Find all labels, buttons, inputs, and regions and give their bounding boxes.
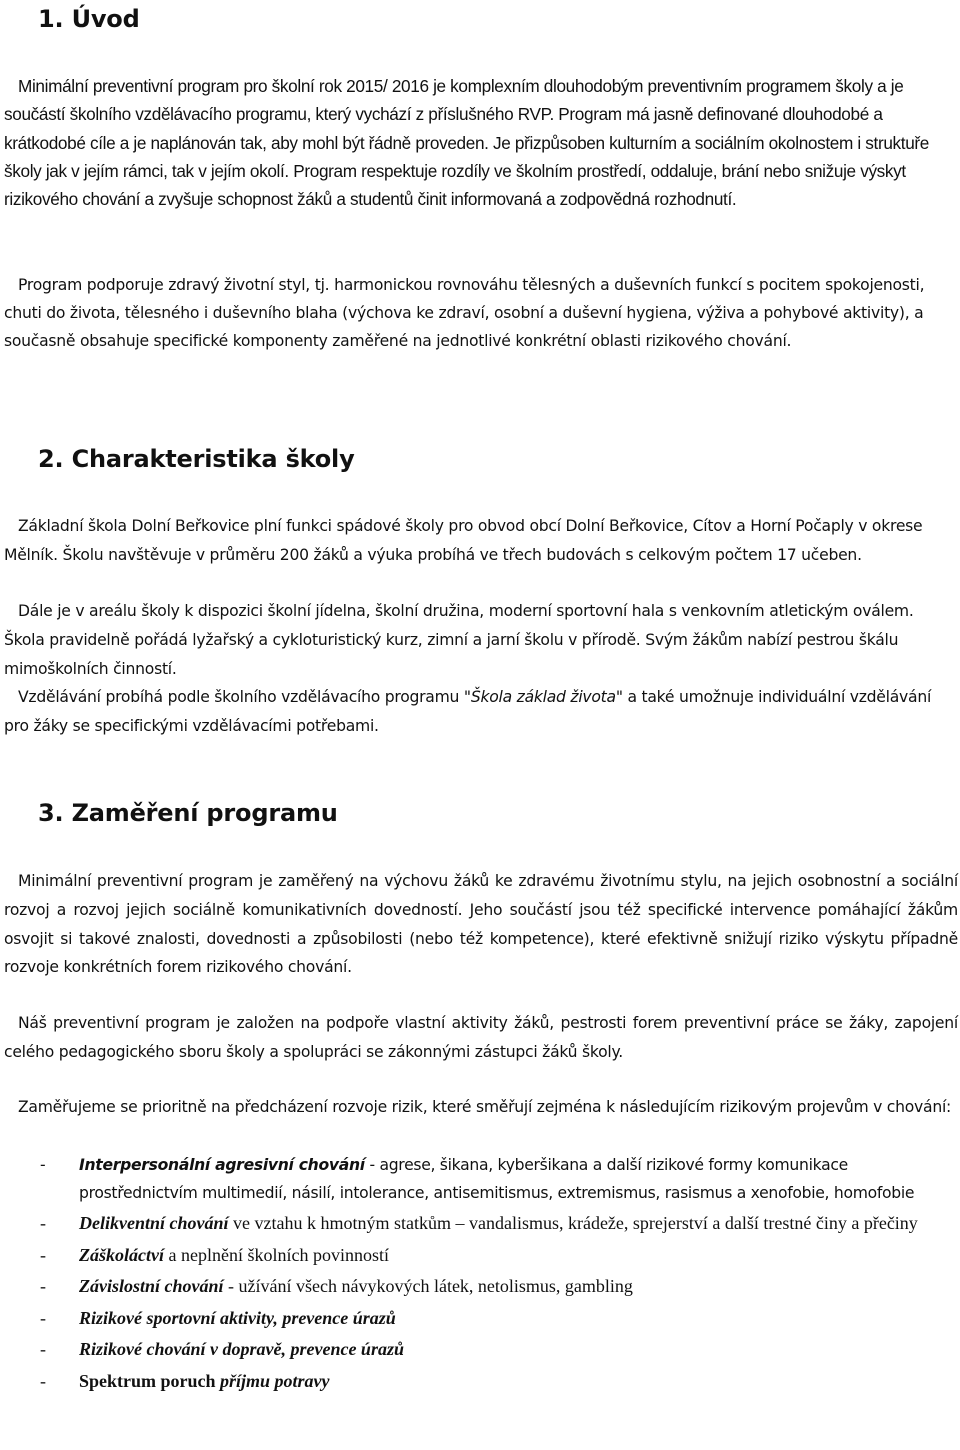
list-item-term: Delikventní chování — [79, 1213, 229, 1233]
list-item-text: - užívání všech návykových látek, netolismus, gambling — [223, 1276, 633, 1296]
list-item-term: Rizikové sportovní aktivity, prevence úrazů — [79, 1307, 396, 1328]
list-item: - Spektrum poruch příjmu potravy — [40, 1370, 330, 1391]
school-program-name: "Škola základ života" — [463, 688, 623, 706]
section-2-title: 2. Charakteristika školy — [38, 445, 355, 473]
section-3-paragraph-1 — [4, 867, 958, 982]
list-item-text: ve vztahu k hmotným statkům – vandalismus, krádeže, sprejerství a další trestné činy a přečiny — [228, 1213, 918, 1233]
list-item-term: Závislostní chování — [79, 1276, 224, 1296]
list-item-text: - agrese, šikana, kyberšikana a další rizikové formy komunikace prostřednictvím multimedií, násilí, intolerance, antisemitismus, extremismus, rasismus a xenofobie, homofobie — [79, 1156, 915, 1202]
list-item-term-italic: příjmu potravy — [220, 1370, 330, 1391]
section-3-paragraph-2 — [4, 1009, 958, 1067]
list-item: - Delikventní chování ve vztahu k hmotným statkům – vandalismus, krádeže, sprejerství a další trestné činy a přečiny — [40, 1213, 918, 1233]
section-2-paragraph-1 — [4, 512, 958, 570]
section-3-paragraph-3-text: Zaměřujeme se prioritně na předcházení rozvoje rizik, které směřují zejména k následujícím rizikovým projevům v chování: — [18, 1098, 952, 1116]
list-item: - Rizikové sportovní aktivity, prevence úrazů — [40, 1307, 396, 1328]
list-item-term: Záškoláctví — [79, 1244, 164, 1265]
list-item: - Interpersonální agresivní chování - agrese, šikana, kyberšikana a další rizikové formy komunikace prostřednictvím multimedií, násilí, intolerance, antisemitismus, extremismus, rasismus a xenofobie, homofobie — [40, 1156, 915, 1202]
list-item: - Záškoláctví a neplnění školních povinností — [40, 1244, 389, 1265]
section-2-paragraph-3 — [4, 683, 958, 741]
list-item-term: Spektrum poruch — [79, 1370, 221, 1391]
section-3-paragraph-2-text: Náš preventivní program je založen na podpoře vlastní aktivity žáků, pestrosti forem preventivní práce se žáky, zapojení celého pedagogického sboru školy a spolupráci se zákonnými zástupci žáků školy. — [4, 1014, 958, 1061]
section-1-paragraph-1-text: Minimální preventivní program pro školní rok 2015/ 2016 je komplexním dlouhodobým preventivním programem školy a je součástí školního vzdělávacího programu, který vychází z příslušného RVP. Program má jasně definované dlouhodobé a krátkodobé cíle a je naplánován tak, aby mohl být řádně proveden. Je přizpůsoben kulturním a sociálním okolnostem i struktuře školy jak v jejím rámci, tak v jejím okolí. Program respektuje rozdíly ve školním prostředí, oddaluje, brání nebo snižuje výskyt rizikového chování a zvyšuje schopnost žáků a studentů činit informovaná a zodpovědná rozhodnutí. — [4, 76, 930, 210]
section-3-title: 3. Zaměření programu — [38, 799, 338, 827]
risk-behavior-list — [4, 1151, 960, 1397]
section-2-paragraph-1-text: Základní škola Dolní Beřkovice plní funkci spádové školy pro obvod obcí Dolní Beřkovice, Cítov a Horní Počaply v okrese Mělník. Školu navštěvuje v průměru 200 žáků a výuka probíhá ve třech budovách s celkovým počtem 17 učeben. — [4, 517, 923, 564]
section-3-paragraph-1-text: Minimální preventivní program je zaměřený na výchovu žáků ke zdravému životnímu stylu, na jejich osobnostní a sociální rozvoj a rozvoj jejich sociálně komunikativních dovedností. Jeho součástí jsou též specifické intervence pomáhající žákům osvojit si takové znalosti, dovednosti a způsobilosti (nebo též kompetence), které efektivně snižují riziko výskytu případně rozvoje konkrétních forem rizikového chování. — [4, 872, 958, 977]
section-2-paragraph-2 — [4, 597, 958, 683]
section-2-paragraph-3-text-a: Vzdělávání probíhá podle školního vzdělávacího programu — [18, 688, 464, 706]
section-1-paragraph-2 — [4, 271, 958, 356]
section-3-paragraph-3 — [4, 1093, 958, 1122]
section-2-paragraph-3-text-b: a také umožnuje individuální vzdělávání pro žáky se specifickými vzdělávacími potřebami. — [4, 688, 932, 735]
section-1-paragraph-2-text: Program podporuje zdravý životní styl, tj. harmonickou rovnováhu tělesných a duševních funkcí s pocitem spokojenosti, chuti do života, tělesného i duševního blaha (výchova ke zdraví, osobní a duševní hygiena, výživa a pohybové aktivity), a současně obsahuje specifické komponenty zaměřené na jednotlivé konkrétní oblasti rizikového chování. — [4, 276, 925, 351]
section-2-paragraph-2-text: Dále je v areálu školy k dispozici školní jídelna, školní družina, moderní sportovní hala s venkovním atletickým oválem. Škola pravidelně pořádá lyžařský a cykloturistický kurz, zimní a jarní školu v přírodě. Svým žákům nabízí pestrou škálu mimoškolních činností. — [4, 602, 914, 678]
list-item-term: Rizikové chování v dopravě, prevence úrazů — [79, 1339, 404, 1359]
section-1-paragraph-1 — [4, 72, 958, 213]
list-item-term: Interpersonální agresivní chování — [79, 1156, 365, 1174]
section-1-title: 1. Úvod — [38, 5, 140, 33]
list-item: - Rizikové chování v dopravě, prevence úrazů — [40, 1339, 404, 1359]
list-item-text: a neplnění školních povinností — [163, 1244, 389, 1265]
list-item: - Závislostní chování - užívání všech návykových látek, netolismus, gambling — [40, 1276, 633, 1296]
